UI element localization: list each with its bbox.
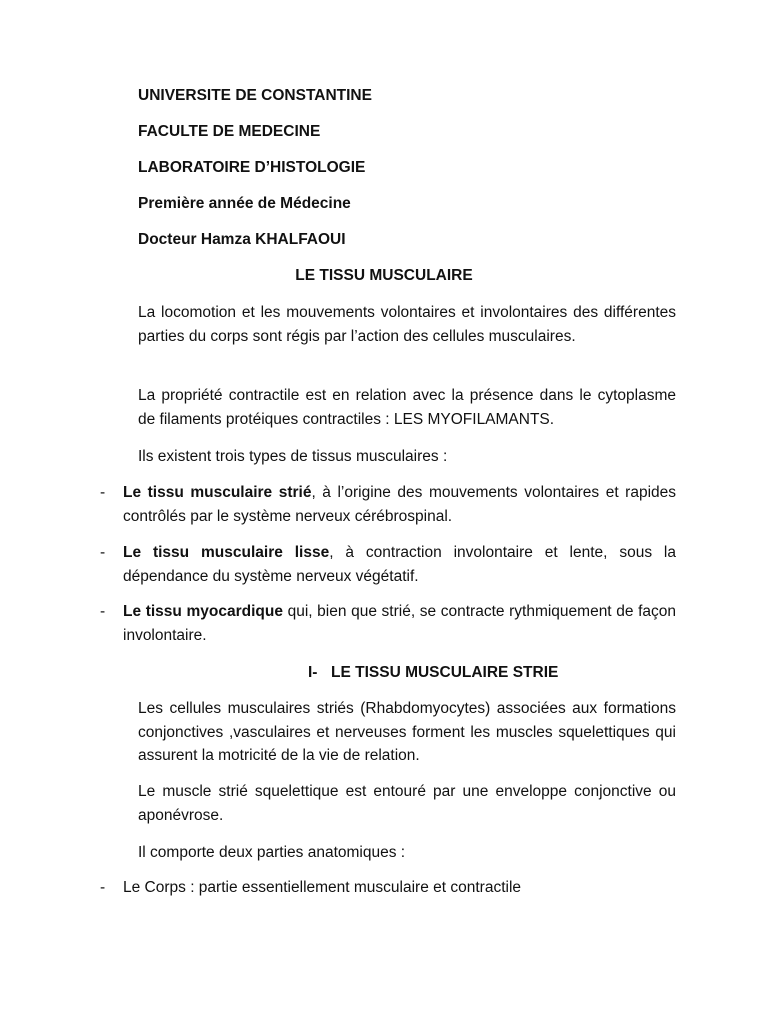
list-item [123, 541, 676, 588]
laboratory-name: LABORATOIRE D’HISTOLOGIE [138, 159, 366, 176]
list-item: Le Corps : partie essentiellement musculaire et contractile [123, 879, 522, 896]
faculty-name: FACULTE DE MEDECINE [138, 123, 321, 140]
author-name: Docteur Hamza KHALFAOUI [138, 231, 346, 248]
section-number: I- [308, 664, 318, 681]
list-item-term: Le tissu musculaire strié [123, 484, 312, 501]
section-paragraph-3: Il comporte deux parties anatomiques : [138, 844, 406, 861]
intro-paragraph-1: La locomotion et les mouvements volontaires et involontaires des différentes parties du corps sont régis par l’action des cellules musculaires. [138, 304, 676, 345]
section-paragraph-1: Les cellules musculaires striés (Rhabdomyocytes) associées aux formations conjonctives ,vasculaires et nerveuses forment les muscles squelettiques qui assurent la motricité de la vie de relation. [138, 700, 676, 764]
list-bullet: - [100, 879, 106, 896]
list-item [123, 600, 676, 647]
list-item-text: , à l’origine des mouvements volontaires et rapides contrôlés par le système nerveux cérébrospinal. [123, 484, 676, 525]
list-bullet: - [100, 484, 106, 501]
intro-paragraph-3: Ils existent trois types de tissus musculaires : [138, 448, 448, 465]
list-item [123, 481, 676, 528]
section-paragraph-2: Le muscle strié squelettique est entouré par une enveloppe conjonctive ou aponévrose. [138, 783, 676, 824]
intro-paragraph-2: La propriété contractile est en relation avec la présence dans le cytoplasme de filaments protéiques contractiles : LES MYOFILAMANTS. [138, 387, 676, 428]
study-year: Première année de Médecine [138, 195, 351, 212]
university-name: UNIVERSITE DE CONSTANTINE [138, 87, 372, 104]
document-title: LE TISSU MUSCULAIRE [295, 267, 473, 284]
list-bullet: - [100, 603, 106, 620]
section-heading: LE TISSU MUSCULAIRE STRIE [331, 664, 559, 681]
list-item-term: Le tissu musculaire lisse [123, 544, 330, 561]
list-bullet: - [100, 544, 106, 561]
list-item-text: qui, bien que strié, se contracte rythmiquement de façon involontaire. [123, 603, 676, 644]
list-item-term: Le tissu myocardique [123, 603, 283, 620]
list-item-text: , à contraction involontaire et lente, sous la dépendance du système nerveux végétatif. [123, 544, 677, 585]
